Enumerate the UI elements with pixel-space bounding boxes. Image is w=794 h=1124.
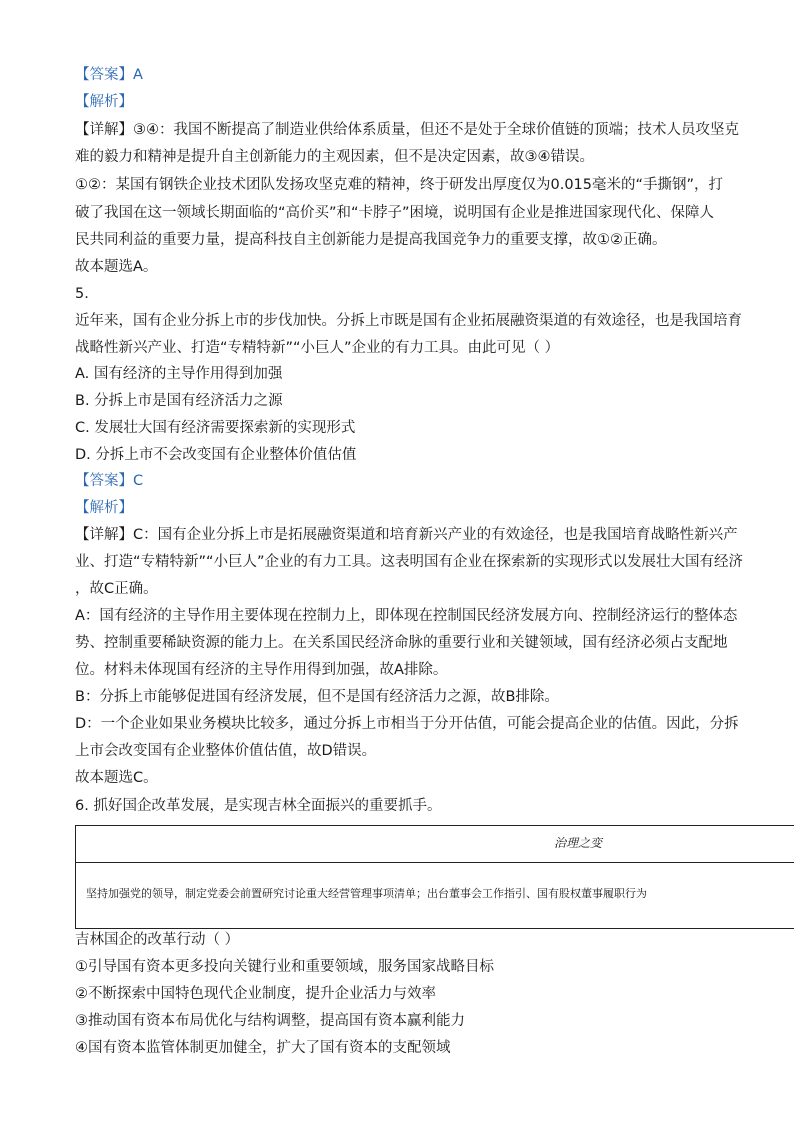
q5-detail-line: 上市会改变国有企业整体价值估值，故D错误。 [75,743,377,759]
q5-stem-line: 近年来，国有企业分拆上市的步伐加快。分拆上市既是国有企业拓展融资渠道的有效途径，也是我国培育 [75,313,742,329]
detail-tag: 【详解】 [75,122,133,138]
q4-detail-line: 难的毅力和精神是提升自主创新能力的主观因素，但不是决定因素，故③④错误。 [75,149,594,165]
q5-option-a: A. 国有经济的主导作用得到加强 [75,366,283,382]
q4-answer: 【答案】A [75,67,143,83]
q5-detail-line: 业、打造“专精特新”“小巨人”企业的有力工具。这表明国有企业在探索新的实现形式以发展壮大国有经济 [75,554,744,570]
q6-stem: 6. 抓好国企改革发展，是实现吉林全面振兴的重要抓手。 [75,798,442,814]
q6-table [75,825,794,929]
q5-detail-line: D：一个企业如果业务模块比较多，通过分拆上市相当于分开估值，可能会提高企业的估值。因此，分拆 [75,716,739,732]
q5-detail-text: C：国有企业分拆上市是拓展融资渠道和培育新兴产业的有效途径，也是我国培育战略性新兴产 [133,527,738,543]
q4-detail-line [75,120,739,140]
q6-item-3: ③推动国有资本布局优化与结构调整，提高国有资本赢利能力 [75,1013,465,1029]
q5-answer: 【答案】C [75,473,144,489]
table-header-cell: 治理之变 [554,836,603,850]
q5-option-c: C. 发展壮大国有经济需要探索新的实现形式 [75,420,356,436]
q5-analysis-label: 【解析】 [75,500,133,516]
q5-option-d: D. 分拆上市不会改变国有企业整体价值估值 [75,447,357,463]
q5-detail-line: B：分拆上市能够促进国有经济发展，但不是国有经济活力之源，故B排除。 [75,689,559,705]
q5-detail-line [75,525,738,545]
q4-analysis-label: 【解析】 [75,94,133,110]
q5-number: 5. [75,286,89,302]
q5-stem-line: 战略性新兴产业、打造“专精特新”“小巨人”企业的有力工具。由此可见（ ） [75,340,560,356]
q5-detail-line: ，故C正确。 [75,581,158,597]
q5-detail-line: 势、控制重要稀缺资源的能力上。在关系国民经济命脉的重要行业和关键领域，国有经济必须占支配地 [75,635,728,651]
q6-item-2: ②不断探索中国特色现代企业制度，提升企业活力与效率 [75,986,436,1002]
detail-tag: 【详解】 [75,527,133,543]
q6-item-1: ①引导国有资本更多投向关键行业和重要领域，服务国家战略目标 [75,959,494,975]
q4-detail-line: 破了我国在这一领域长期面临的“高价买”和“卡脖子”困境，说明国有企业是推进国家现代化、保障人 [75,205,715,221]
q5-option-b: B. 分拆上市是国有经济活力之源 [75,393,283,409]
q5-detail-line: A：国有经济的主导作用主要体现在控制力上，即体现在控制国民经济发展方向、控制经济运行的整体态 [75,608,738,624]
q5-conclusion: 故本题选C。 [75,770,158,786]
table-cell: 坚持加强党的领导，制定党委会前置研究讨论重大经营管理事项清单；出台董事会工作指引、国有股权董事履职行为 [86,887,647,900]
q6-item-4: ④国有资本监管体制更加健全，扩大了国有资本的支配领域 [75,1040,451,1056]
q4-detail-text: ③④：我国不断提高了制造业供给体系质量，但还不是处于全球价值链的顶端；技术人员攻坚克 [133,122,739,138]
q6-question: 吉林国企的改革行动（ ） [75,932,240,948]
q4-detail-line: 民共同利益的重要力量，提高科技自主创新能力是提高我国竞争力的重要支撑，故①②正确。 [75,232,667,248]
q5-detail-line: 位。材料未体现国有经济的主导作用得到加强，故A排除。 [75,662,448,678]
table-header-row [76,826,794,863]
q4-conclusion: 故本题选A。 [75,259,158,275]
q4-detail-line: ①②：某国有钢铁企业技术团队发扬攻坚克难的精神，终于研发出厚度仅为0.015毫米的“手撕钢”，打 [75,177,724,193]
